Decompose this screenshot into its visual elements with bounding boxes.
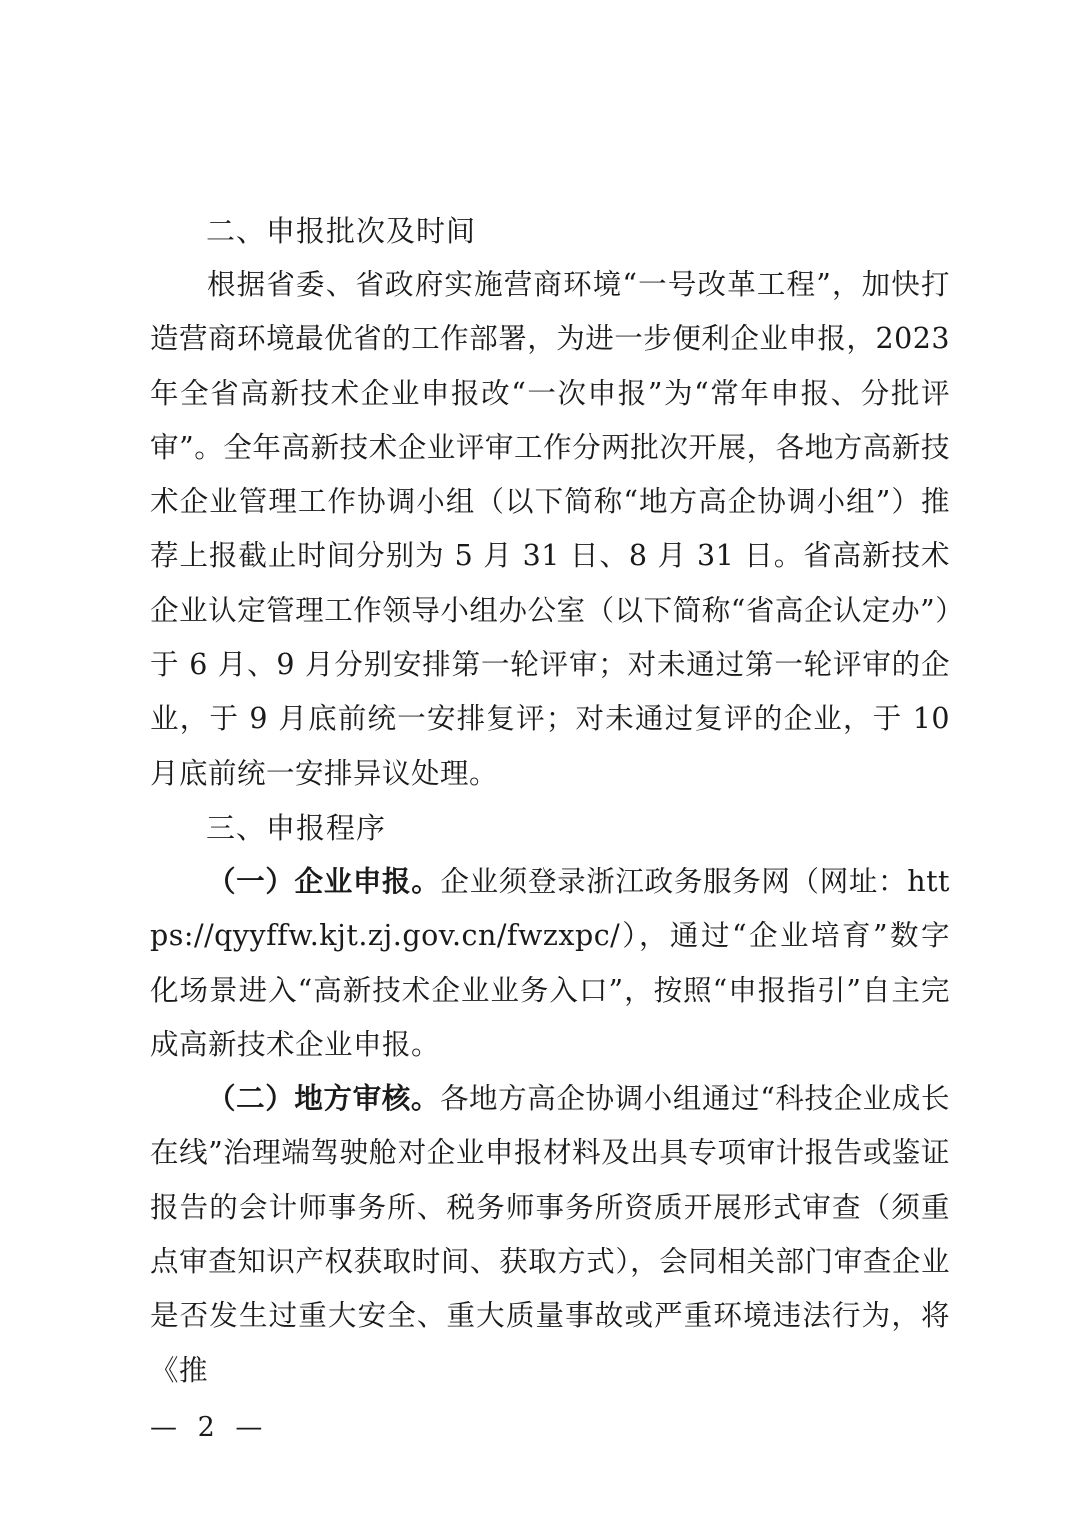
section-heading-schedule: 二、申报批次及时间 (206, 214, 477, 248)
paragraph-schedule: 根据省委、省政府实施营商环境“一号改革工程”，加快打造营商环境最优省的工作部署，为进一步便利企业申报，2023 年全省高新技术企业申报改“一次申报”为“常年申报、分批评审”。全年高新技术企业评审工作分两批次开展，各地方高新技术企业管理工作协调小组（以下简称“地方高企协调小组”）推荐上报截止时间分别为 5 月 31 日、8 月 31 日。省高新技术企业认定管理工作领导小组办公室（以下简称“省高企认定办”）于 6 月、9 月分别安排第一轮评审；对未通过第一轮评审的企业，于 9 月底前统一安排复评；对未通过复评的企业，于 10 月底前统一安排异议处理。 (150, 268, 950, 790)
local-review-body: 各地方高企协调小组通过“科技企业成长在线”治理端驾驶舱对企业申报材料及出具专项审计报告或鉴证报告的会计师事务所、税务师事务所资质开展形式审查（须重点审查知识产权获取时间、获取方式），会同相关部门审查企业是否发生过重大安全、重大质量事故或严重环境违法行为，将《推 (150, 1082, 950, 1387)
enterprise-application-body: 企业须登录浙江政务服务网（网址：https://qyyffw.kjt.zj.gov.cn/fwzxpc/），通过“企业培育”数字化场景进入“高新技术企业业务入口”，按照“申报指引”自主完成高新技术企业申报。 (150, 864, 950, 1061)
document-page (150, 204, 950, 1398)
local-review-lead: （二）地方审核。 (207, 1082, 440, 1116)
enterprise-application-lead: （一）企业申报。 (207, 864, 441, 898)
section-heading-procedure: 三、申报程序 (206, 810, 387, 845)
page-number: — 2 — (150, 1412, 269, 1443)
paragraph-enterprise-application (150, 855, 950, 1072)
paragraph-local-review (150, 1072, 950, 1398)
